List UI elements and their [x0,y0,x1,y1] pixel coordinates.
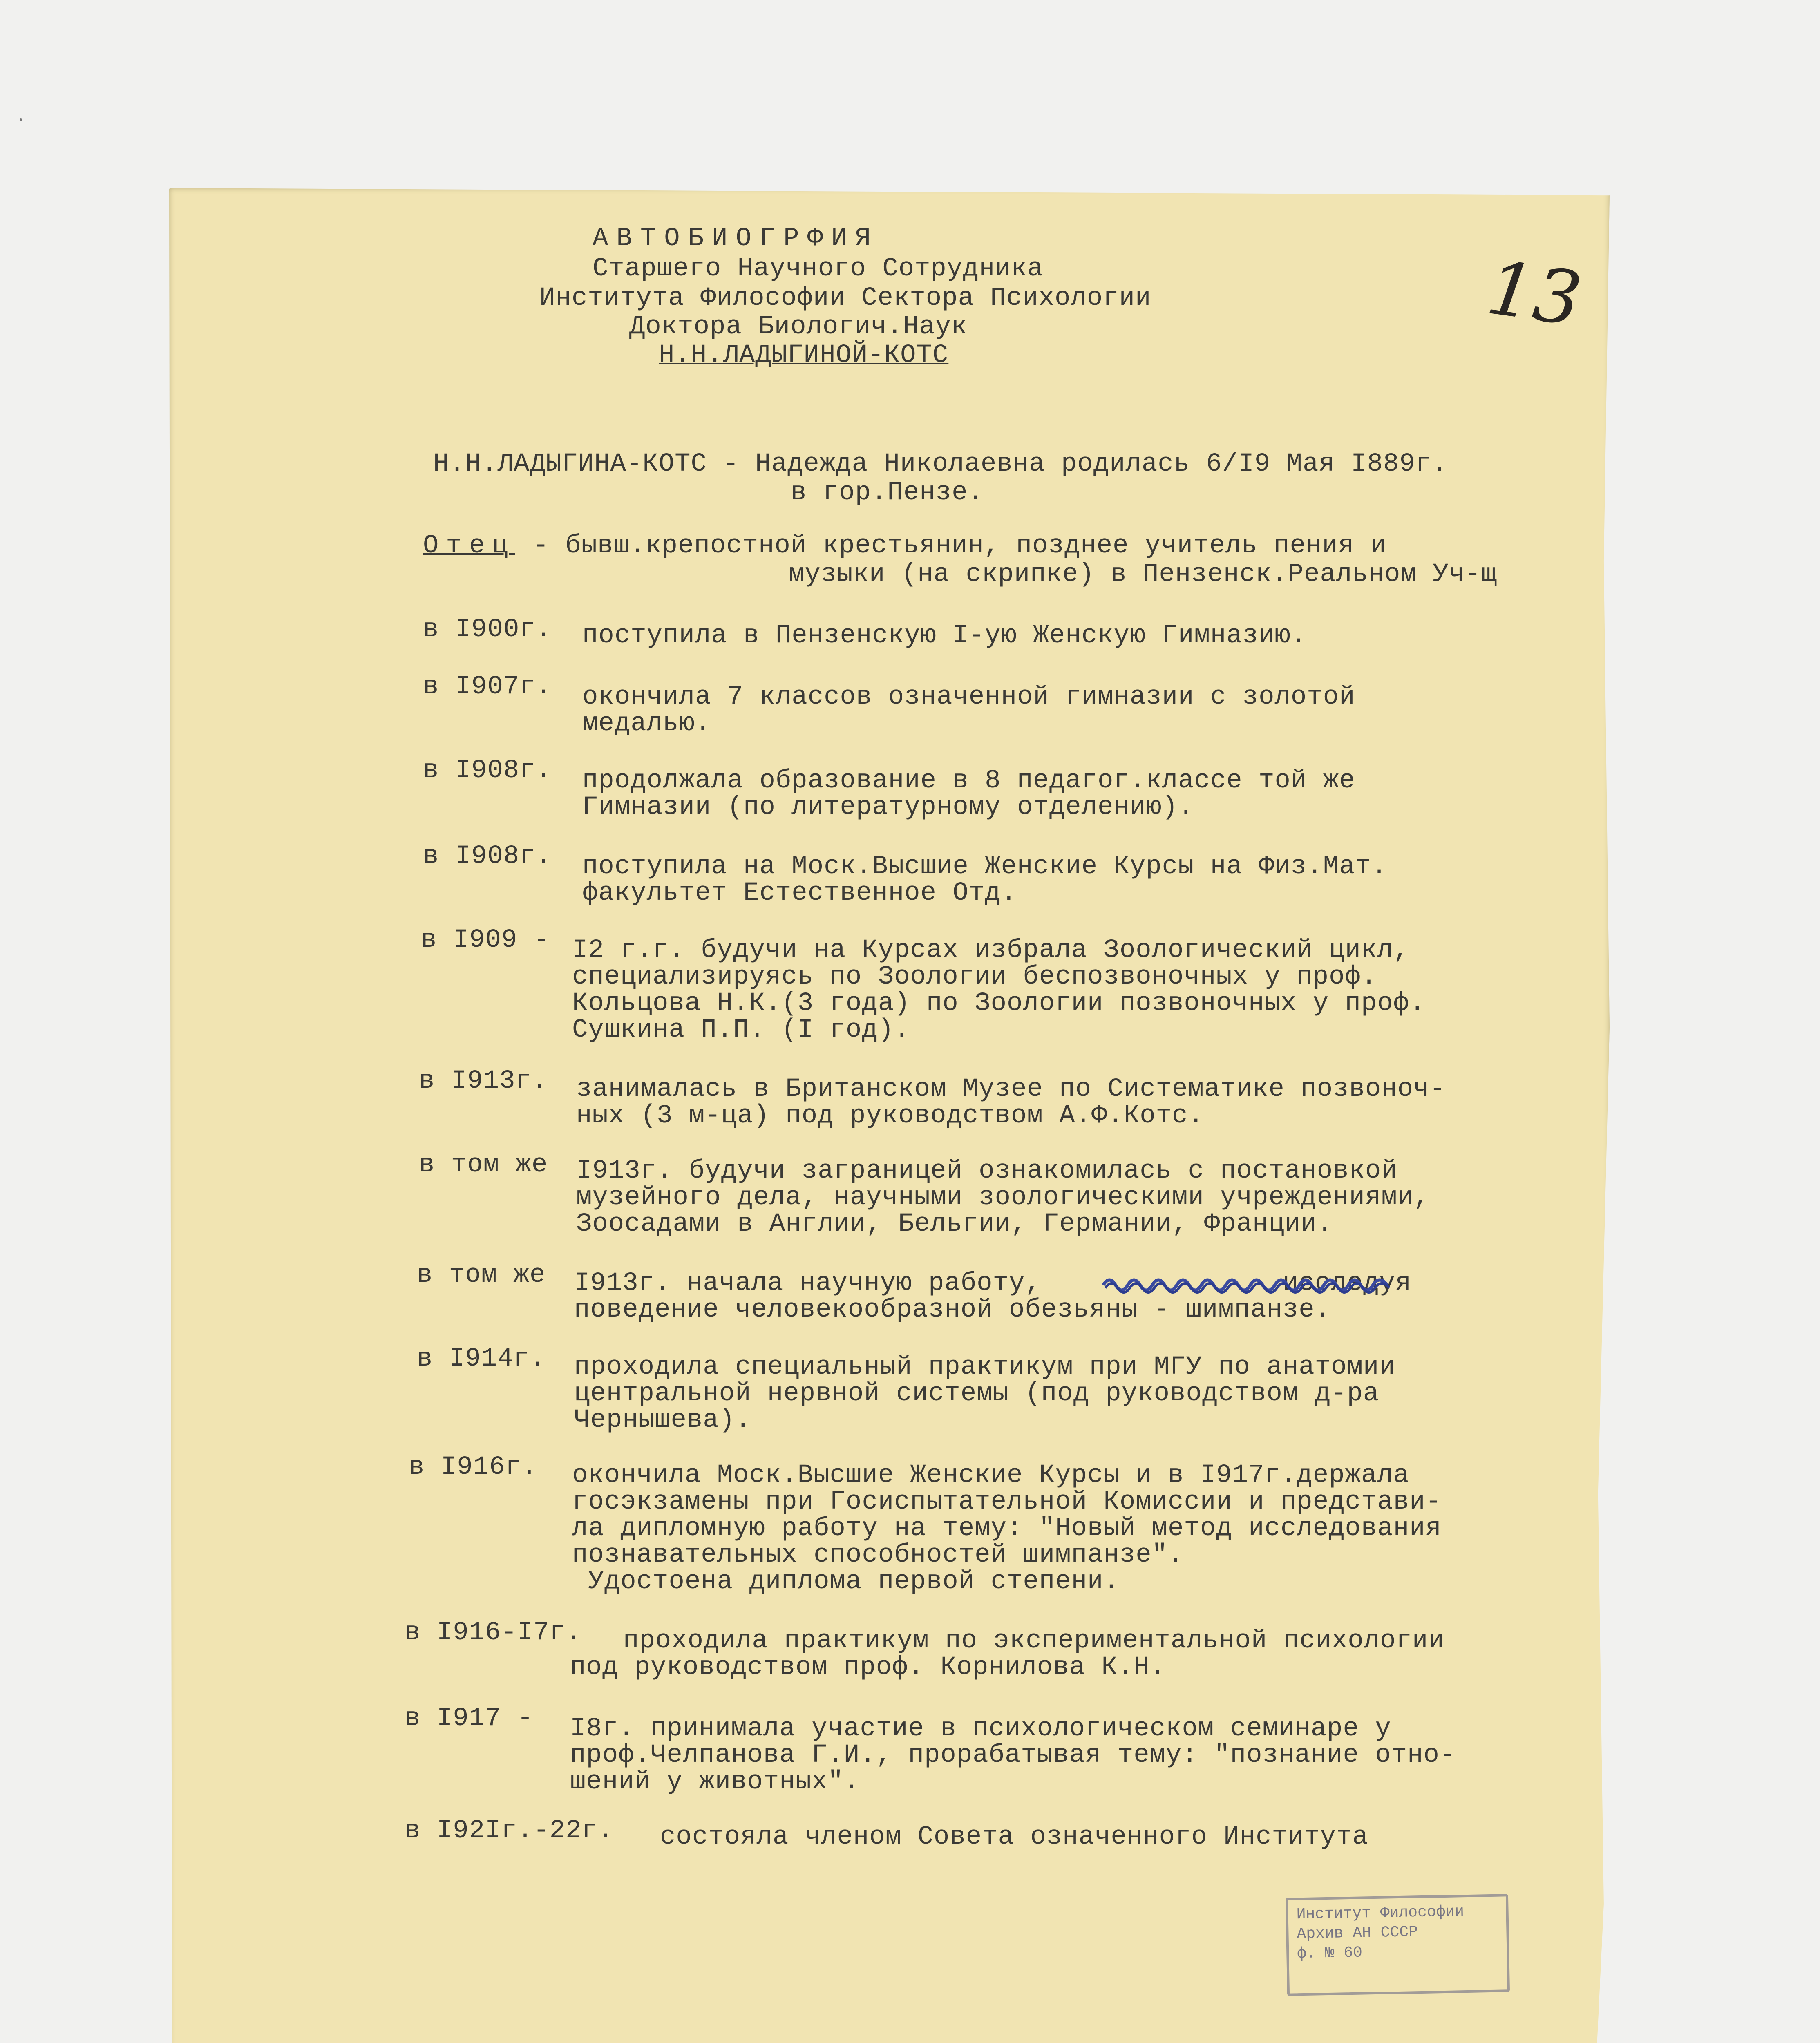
entry-line: Гимназии (по литературному отделению). [582,793,1194,822]
entry-line: занималась в Британском Музее по Систематике позвоноч- [576,1075,1446,1104]
entry-year: в I908г. [423,842,552,871]
entry-year: в I908г. [423,756,552,785]
entry-line: I8г. принимала участие в психологическом семинаре у [570,1714,1391,1743]
entry-year: в I900г. [423,615,552,644]
entry-line: поведение человекообразной обезьяны - шимпанзе. [574,1295,1331,1325]
entry-line: центральной нервной системы (под руководством д-ра [574,1379,1380,1408]
entry-line: познавательных способностей шимпанзе". [572,1540,1184,1570]
entry-line: окончила 7 классов означенной гимназии с золотой [582,682,1355,712]
entry-line: музейного дела, научными зоологическими учреждениями, [576,1183,1430,1212]
entry-year: в I916-I7г. [405,1618,582,1647]
entry-line: проходила практикум по экспериментальной психологии [623,1626,1444,1656]
entry-line: Удостоена диплома первой степени. [572,1567,1120,1596]
header-line-institute: Института Философии Сектора Психологии [539,284,1151,313]
entry-line: медалью. [582,709,711,738]
entry-year: в том же [417,1261,546,1290]
intro-line-2: в гор.Пензе. [791,478,984,507]
entry-year: в I913г. [419,1066,548,1096]
entry-line: продолжала образование в 8 педагог.классе той же [582,766,1355,796]
father-line-1: - бывш.крепостной крестьянин, позднее учитель пения и [517,531,1386,561]
entry-line: ных (3 м-ца) под руководством А.Ф.Котс. [576,1101,1204,1131]
entry-year: в том же [419,1150,548,1180]
stamp-line-3: ф. № 60 [1297,1944,1363,1963]
stamp-line-1: Институт Философии [1296,1903,1464,1924]
entry-line: окончила Моск.Высшие Женские Курсы и в I917г.держала [572,1461,1410,1490]
margin-speck [20,118,22,121]
entry-year: в I907г. [423,672,552,702]
entry-line: шений у животных". [570,1767,860,1797]
father-line-2: музыки (на скрипке) в Пензенск.Реальном Уч-щ [789,560,1497,589]
entry-line: ла дипломную работу на тему: "Новый метод исследования [572,1514,1442,1543]
header-line-position: Старшего Научного Сотрудника [593,254,1044,284]
entry-line: I913г. будучи заграницей ознакомилась с постановкой [576,1156,1397,1186]
archive-stamp [1286,1894,1510,1996]
intro-line-1: Н.Н.ЛАДЫГИНА-КОТС - Надежда Николаевна родилась 6/I9 Мая I889г. [433,449,1448,479]
entry-line: проф.Челпанова Г.И., прорабатывая тему: "познание отно- [570,1741,1456,1770]
entry-line: под руководством проф. Корнилова К.Н. [570,1653,1166,1682]
entry-line: поступила в Пензенскую I-ую Женскую Гимназию. [582,621,1307,650]
entry-line: Кольцова Н.К.(3 года) по Зоологии позвоночных у проф. [572,989,1426,1018]
header-line-name: Н.Н.ЛАДЫГИНОЙ-КОТС [659,341,949,370]
entry-line: специализируясь по Зоологии беспозвоночных у проф. [572,962,1377,992]
entry-year: в I909 - [421,925,550,955]
entry-year: в I917 - [405,1704,534,1733]
entry-line: I2 г.г. будучи на Курсах избрала Зоологический цикл, [572,936,1410,965]
father-label: Отец [423,531,515,561]
entry-year: в I916г. [409,1453,538,1482]
entry-line: Сушкина П.П. (I год). [572,1015,910,1045]
entry-line: госэкзамены при Госиспытательной Комиссии и представи- [572,1487,1442,1517]
entry-line: состояла членом Совета означенного Института [660,1822,1368,1852]
entry-line: Чернышева). [574,1406,751,1435]
entry-line: I913г. начала научную работу, исследуя [574,1269,1412,1298]
entry-line: проходила специальный практикум при МГУ по анатомии [574,1352,1395,1382]
entry-year: в I914г. [417,1344,546,1374]
header-line-degree: Доктора Биологич.Наук [629,312,968,342]
entry-year: в I92Iг.-22г. [405,1816,614,1846]
entry-line: поступила на Моск.Высшие Женские Курсы на Физ.Мат. [582,852,1388,881]
entry-line: Зоосадами в Англии, Бельгии, Германии, Франции. [576,1209,1333,1239]
ink-strikethrough-scribble [1101,1271,1395,1295]
document-title: АВТОБИОГРФИЯ [593,224,879,253]
entry-line: факультет Естественное Отд. [582,878,1017,908]
stamp-line-2: Архив АН СССР [1297,1923,1418,1943]
handwritten-page-number: 13 [1482,245,1587,343]
